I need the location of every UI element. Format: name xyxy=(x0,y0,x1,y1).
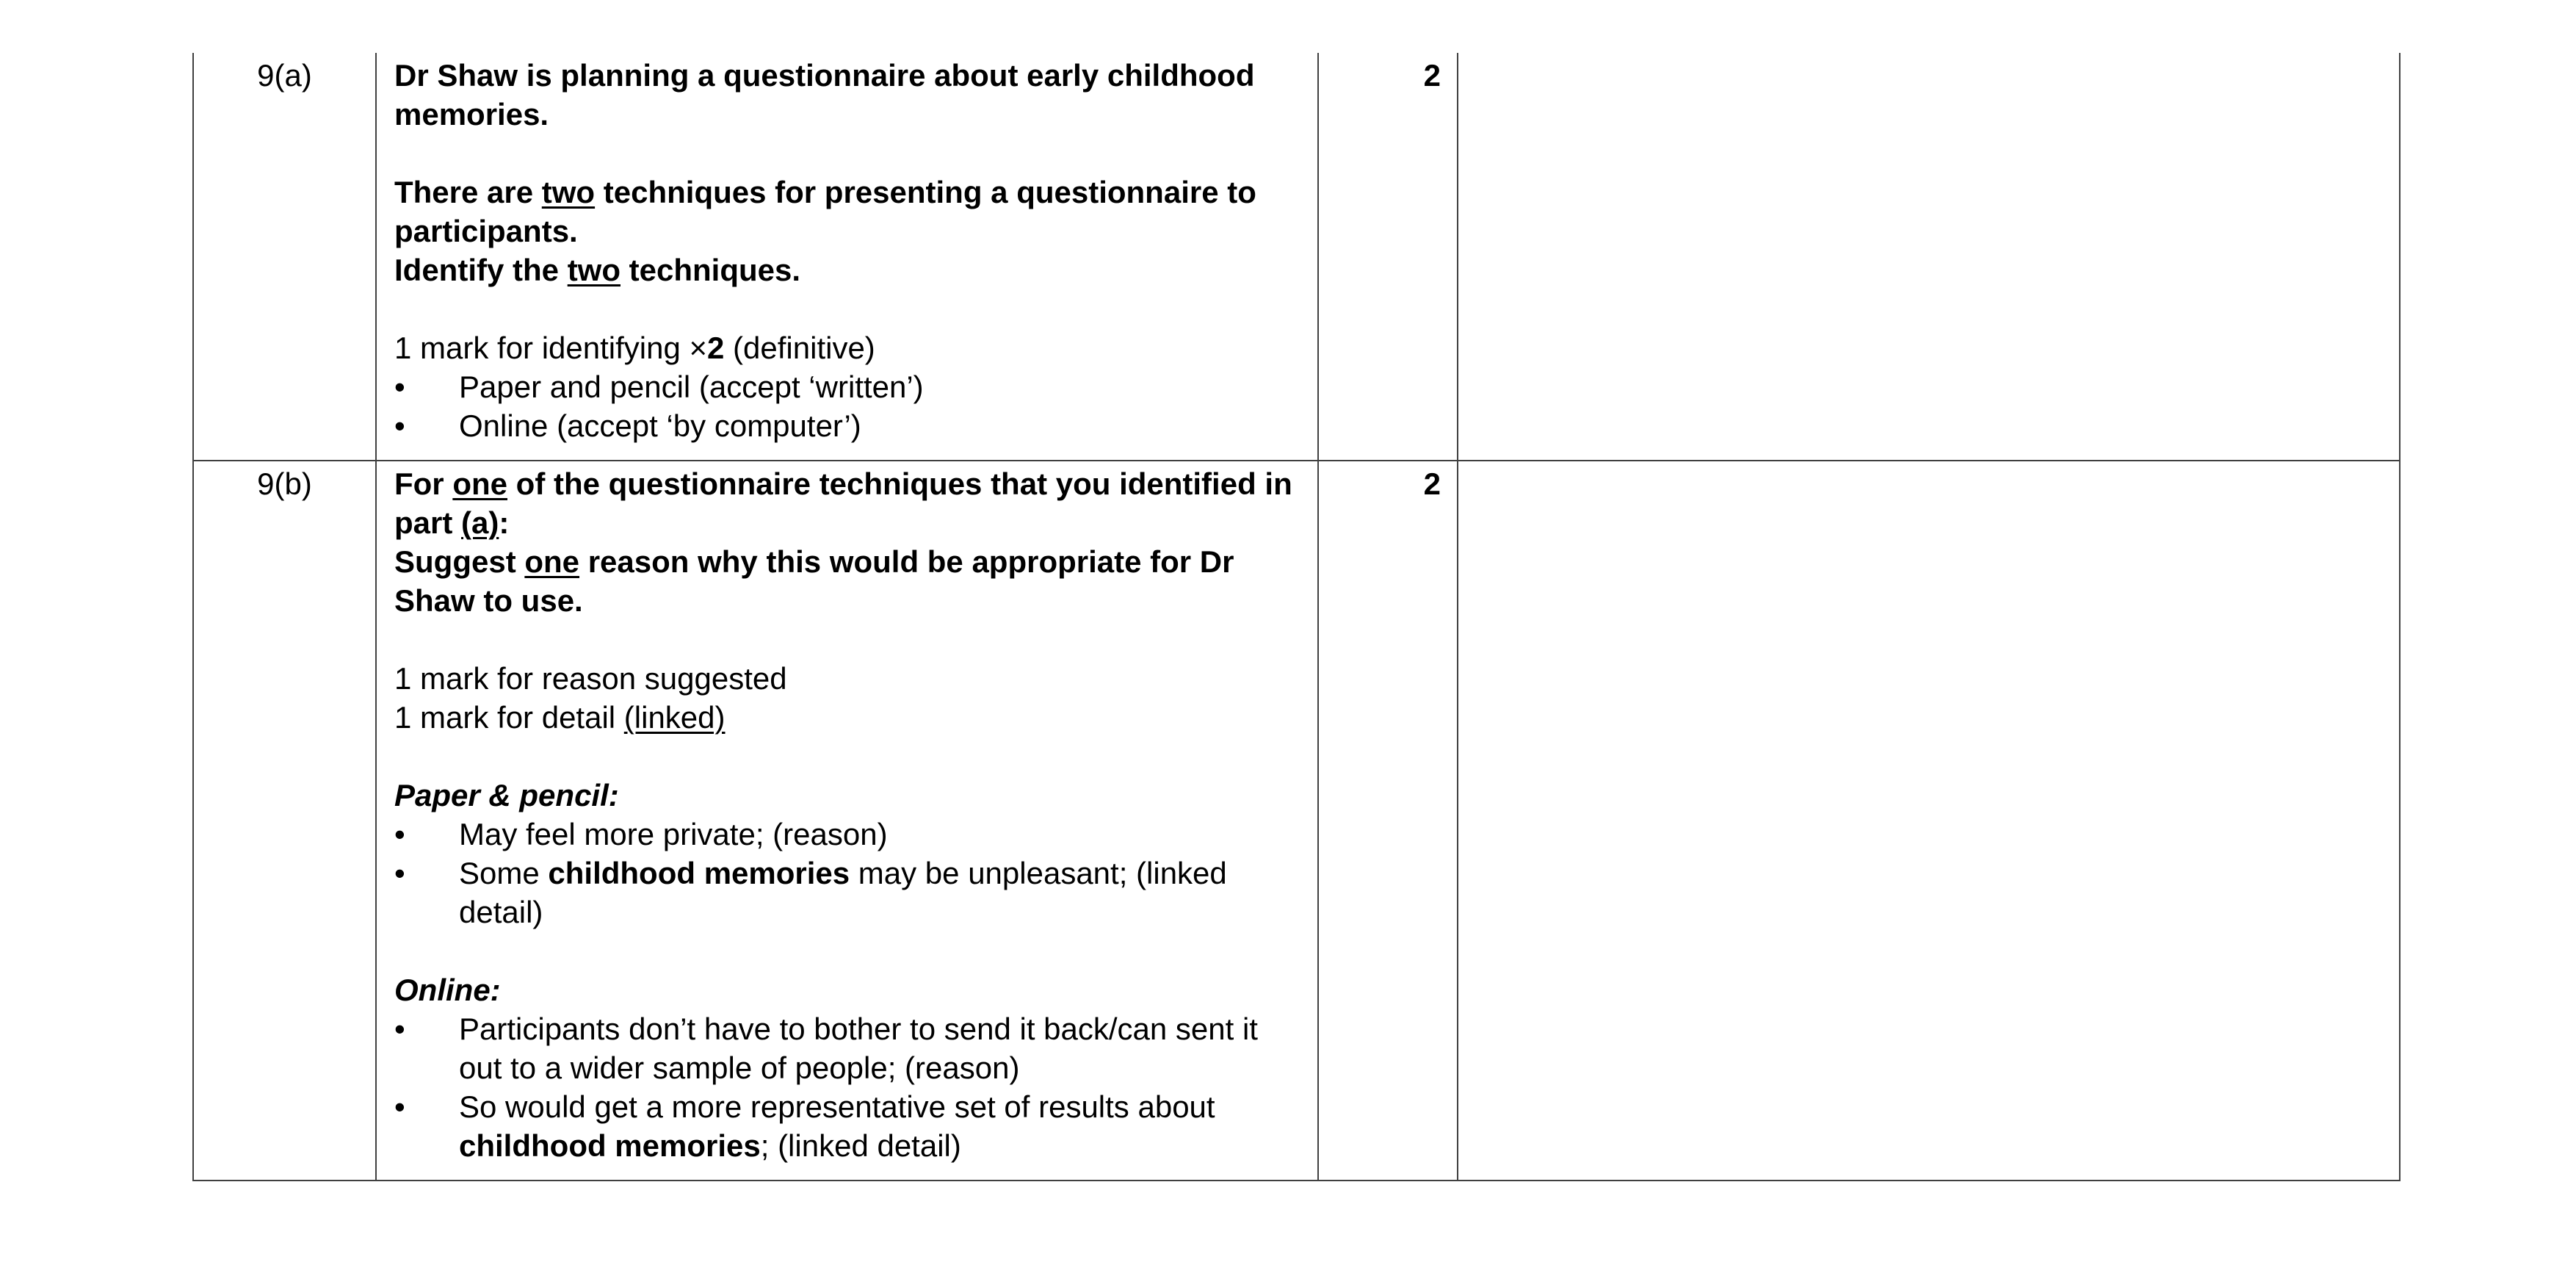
question-prompt: For one of the questionnaire techniques that you identified in part (a): xyxy=(394,466,1292,540)
answer-list xyxy=(394,1009,1304,1165)
marks-value: 2 xyxy=(1318,53,1458,461)
list-item: • Participants don’t have to bother to send it back/can sent it out to a wider sample of people; (reason) xyxy=(394,1009,1304,1087)
answer-cell xyxy=(376,53,1318,461)
question-number: 9(b) xyxy=(193,461,376,1181)
question-prompt: Dr Shaw is planning a questionnaire about early childhood memories. xyxy=(394,58,1255,131)
list-item: • So would get a more representative set of results about childhood memories; (linked detail) xyxy=(394,1087,1304,1165)
mark-scheme-table xyxy=(192,53,2400,1181)
guidance-cell xyxy=(1458,53,2400,461)
guidance-cell xyxy=(1458,461,2400,1181)
list-item: • May feel more private; (reason) xyxy=(394,815,1304,854)
answer-list xyxy=(394,815,1304,931)
question-prompt: Suggest one reason why this would be appropriate for Dr Shaw to use. xyxy=(394,544,1234,618)
question-prompt: There are two techniques for presenting a questionnaire to participants. xyxy=(394,175,1256,248)
list-item: • Some childhood memories may be unpleasant; (linked detail) xyxy=(394,854,1304,931)
answer-list xyxy=(394,367,1304,445)
answer-cell xyxy=(376,461,1318,1181)
question-prompt: Identify the two techniques. xyxy=(394,253,801,287)
question-number: 9(a) xyxy=(193,53,376,461)
table-row xyxy=(193,461,2400,1181)
list-item: • Paper and pencil (accept ‘written’) xyxy=(394,367,1304,406)
table-row xyxy=(193,53,2400,461)
list-item: • Online (accept ‘by computer’) xyxy=(394,406,1304,445)
mark-allocation: 1 mark for identifying ×2 (definitive) xyxy=(394,331,875,365)
mark-allocation: 1 mark for reason suggested xyxy=(394,661,787,696)
section-heading-online: Online: xyxy=(394,973,501,1007)
marks-value: 2 xyxy=(1318,461,1458,1181)
mark-allocation: 1 mark for detail (linked) xyxy=(394,700,726,735)
section-heading-paper: Paper & pencil: xyxy=(394,778,619,812)
